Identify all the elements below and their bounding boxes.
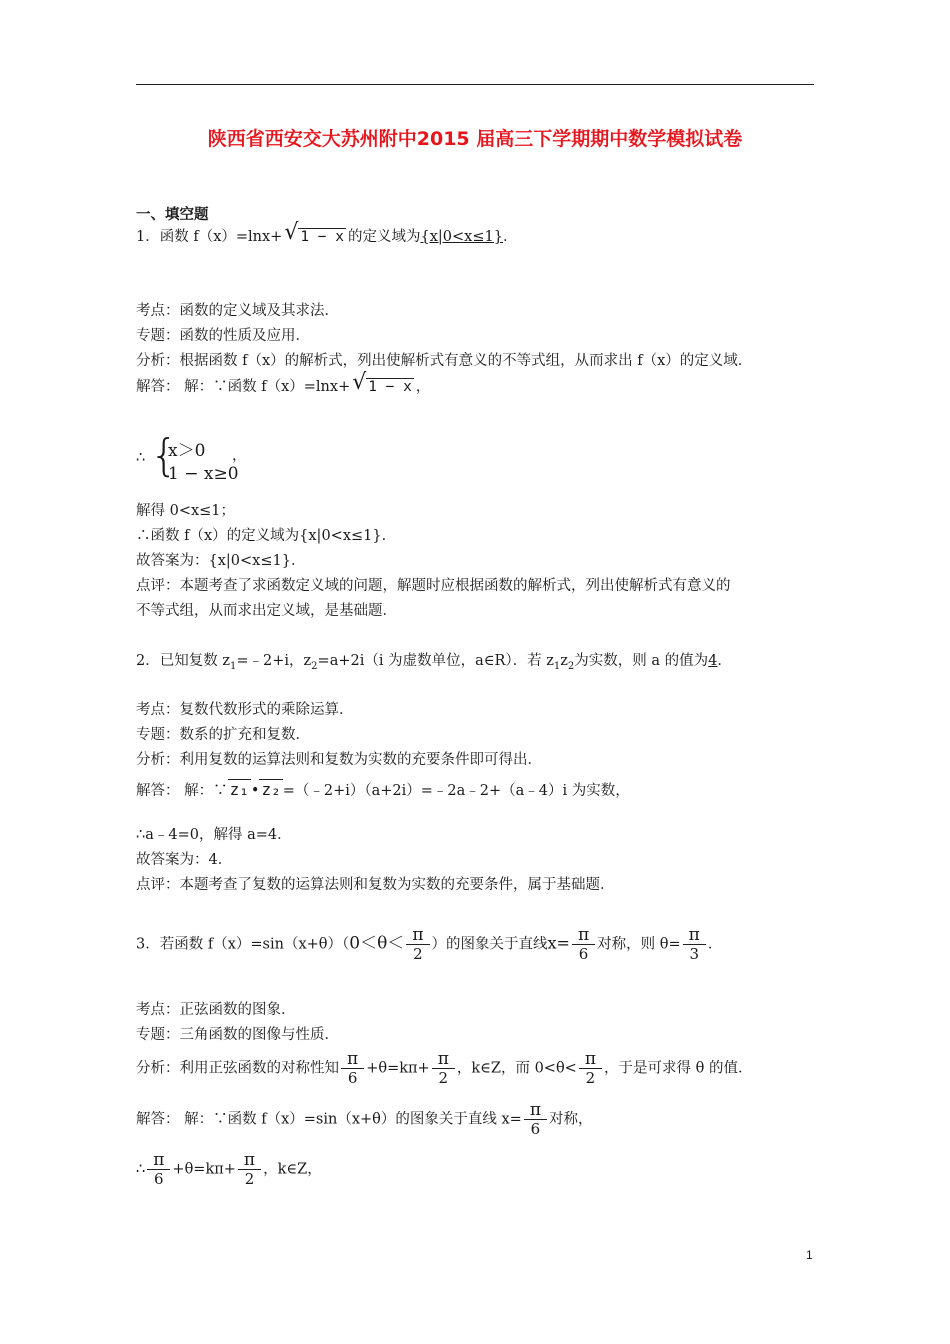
fraction-pi-6: $\frac{\pi}{6}$ bbox=[147, 1151, 170, 1188]
conjugate-z2: z₂ bbox=[261, 780, 281, 799]
q3-zhuanti: 专题：三角函数的图像与性质． bbox=[136, 1027, 339, 1043]
q3-stem: 3．若函数 f（x）=sin（x+θ）（0＜θ＜ $\frac{\pi}{2}$ ）的图象关于直线x= $\frac{\pi}{6}$ 对称，则 θ= $\frac{\pi}{3}$ ． bbox=[136, 925, 723, 963]
fraction-pi-2: $\frac{\pi}{2}$ bbox=[406, 926, 429, 963]
q3-fenxi: 分析：利用正弦函数的对称性知 $\frac{\pi}{6}$ +θ=kπ+ $\frac{\pi}{2}$ ，k∈Z，而 0<θ< $\frac{\pi}{2}$ ，于是可求得 θ 的值． bbox=[136, 1049, 753, 1087]
q2-fenxi: 分析：利用复数的运算法则和复数为实数的充要条件即可得出． bbox=[136, 752, 542, 768]
q3-answer: $\frac{\pi}{3}$ bbox=[683, 926, 706, 963]
q1-zhuanti: 专题：函数的性质及应用． bbox=[136, 328, 310, 344]
q3-line: ∴ $\frac{\pi}{6}$ +θ=kπ+ $\frac{\pi}{2}$ ，k∈Z， bbox=[136, 1150, 322, 1188]
sqrt-expression: √ 1 − x bbox=[284, 227, 346, 247]
q1-jieda-text: 解答： 解：∵函数 f（x）=lnx+ bbox=[136, 379, 351, 395]
q1-line: ∴函数 f（x）的定义域为{x|0<x≤1}． bbox=[136, 528, 397, 544]
q1-stem-text2: 的定义域为 bbox=[348, 229, 421, 245]
q1-line: 解得 0<x≤1； bbox=[136, 503, 236, 519]
header-rule bbox=[136, 84, 814, 85]
q1-answer: {x|0<x≤1} bbox=[420, 229, 503, 245]
q1-fenxi: 分析：根据函数 f（x）的解析式，列出使解析式有意义的不等式组，从而求出 f（x）的定义域． bbox=[136, 353, 753, 369]
q2-answer: 4 bbox=[708, 653, 718, 669]
q1-stem-text: 1．函数 f（x）=lnx+ bbox=[136, 229, 283, 245]
q2-jieda: 解答： 解：∵ z₁ • z₂ =（﹣2+i）（a+2i）=﹣2a﹣2+（a﹣4）i 为实数， bbox=[136, 780, 630, 799]
system-row-1: x＞0 bbox=[168, 441, 206, 461]
q1-dianping-cont: 不等式组，从而求出定义域，是基础题． bbox=[136, 603, 397, 619]
section-heading: 一、填空题 bbox=[136, 207, 209, 223]
page-number: 1 bbox=[806, 1248, 813, 1262]
fraction-pi-2: $\frac{\pi}{2}$ bbox=[579, 1050, 602, 1087]
q1-answer-line: 故答案为：{x|0<x≤1}． bbox=[136, 553, 306, 569]
fraction-pi-6: $\frac{\pi}{6}$ bbox=[341, 1050, 364, 1087]
fraction-pi-2: $\frac{\pi}{2}$ bbox=[238, 1151, 261, 1188]
q2-kaodian: 考点：复数代数形式的乘除运算． bbox=[136, 702, 354, 718]
conjugate-z1: z₁ bbox=[229, 780, 249, 799]
q1-kaodian: 考点：函数的定义域及其求法． bbox=[136, 303, 339, 319]
sqrt-expression: √ 1 − x bbox=[352, 377, 414, 397]
q2-answer-line: 故答案为：4． bbox=[136, 852, 233, 868]
q2-line: ∴a﹣4=0，解得 a=4． bbox=[136, 827, 292, 843]
page-title: 陕西省西安交大苏州附中2015 届高三下学期期中数学模拟试卷 bbox=[207, 128, 743, 150]
brace-icon: { bbox=[150, 430, 178, 481]
q1-dianping: 点评：本题考查了求函数定义域的问题，解题时应根据函数的解析式，列出使解析式有意义的 bbox=[136, 578, 731, 594]
fraction-pi-2: $\frac{\pi}{2}$ bbox=[432, 1050, 455, 1087]
fraction-pi-6: $\frac{\pi}{6}$ bbox=[524, 1101, 547, 1138]
q3-jieda: 解答： 解：∵函数 f（x）=sin（x+θ）的图象关于直线 x= $\frac{\pi}{6}$ 对称， bbox=[136, 1100, 593, 1138]
q2-dianping: 点评：本题考查了复数的运算法则和复数为实数的充要条件，属于基础题． bbox=[136, 877, 615, 893]
q3-kaodian: 考点：正弦函数的图象． bbox=[136, 1002, 296, 1018]
q2-stem: 2．已知复数 $z_1=﹣2+i$，$z_2=a+2i(i$ 为虚数单位，a∈R）．若 $z_1z_2$为实数，则 a 的值为4． bbox=[136, 653, 732, 672]
q1-stem: 1．函数 f（x）=lnx+√ 1 − x 的定义域为{x|0<x≤1}． bbox=[136, 227, 517, 247]
q1-jieda: 解答： 解：∵函数 f（x）=lnx+√ 1 − x ， bbox=[136, 377, 430, 397]
system-row-2: 1 − x≥0 bbox=[168, 464, 239, 484]
fraction-pi-6: $\frac{\pi}{6}$ bbox=[572, 926, 595, 963]
q2-zhuanti: 专题：数系的扩充和复数． bbox=[136, 727, 310, 743]
